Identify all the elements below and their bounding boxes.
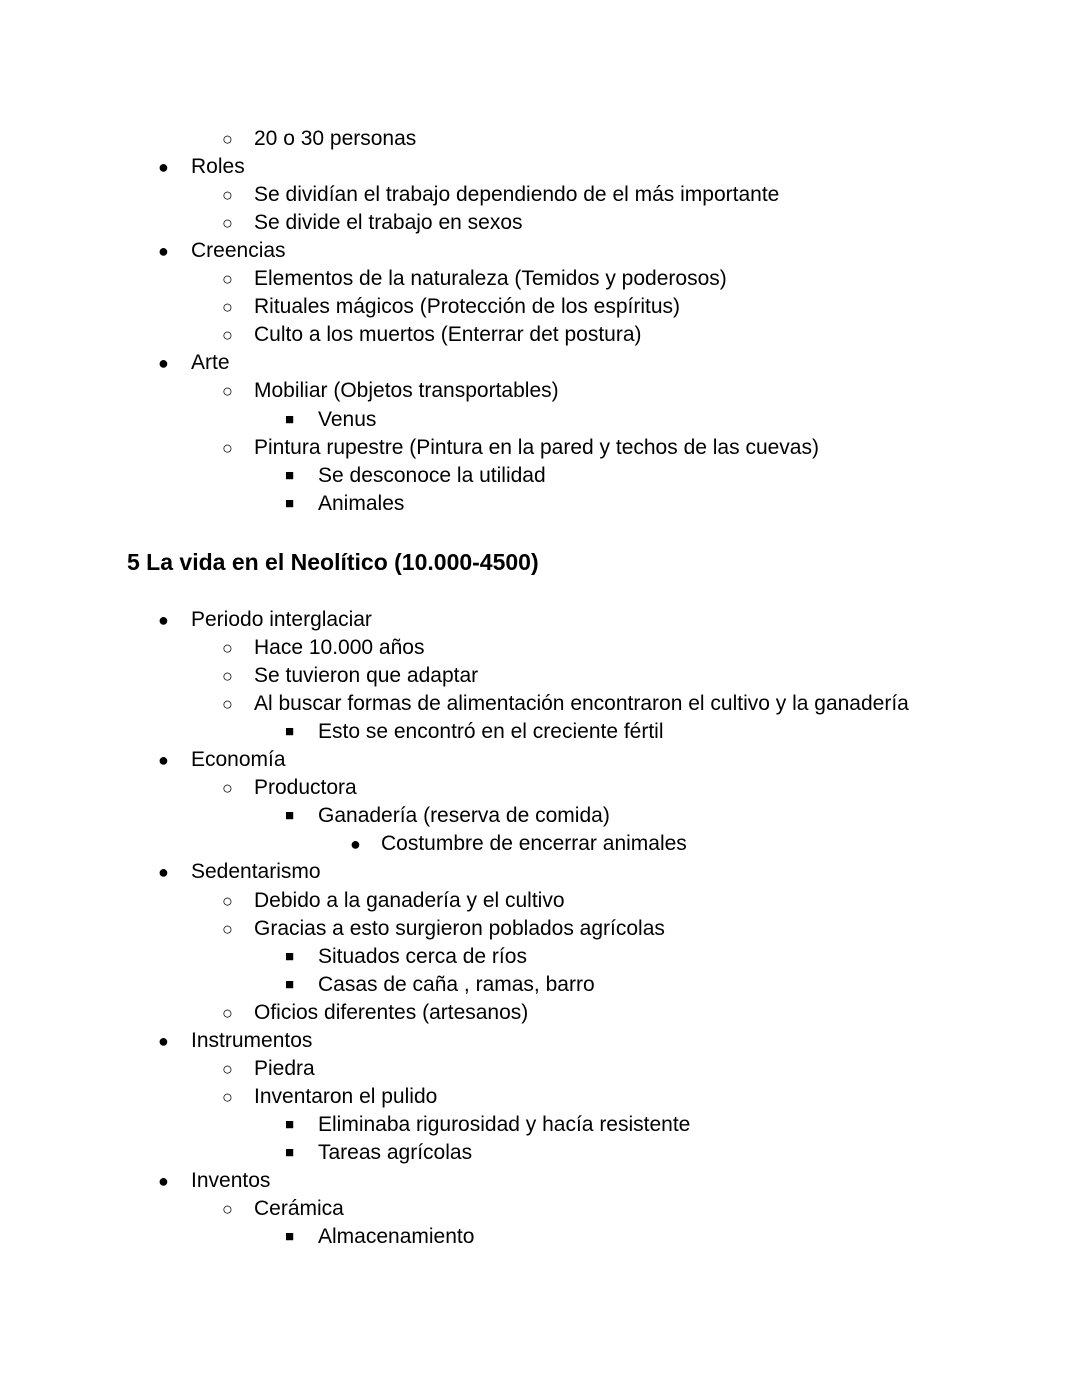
list-item-text: Se divide el trabajo en sexos: [254, 211, 523, 235]
list-item-text: Arte: [191, 351, 230, 375]
bullet-icon: ■: [285, 466, 295, 484]
list-item-text: Ganadería (reserva de comida): [318, 804, 610, 828]
bullet-icon: ■: [285, 723, 295, 741]
bullet-icon: ●: [158, 241, 169, 262]
list-item-text: Rituales mágicos (Protección de los espíritus): [254, 295, 681, 319]
list-item-text: Al buscar formas de alimentación encontraron el cultivo y la ganadería: [254, 692, 909, 716]
bullet-icon: ■: [285, 1228, 295, 1246]
bullet-icon: ●: [350, 834, 361, 855]
bullet-icon: ■: [285, 975, 295, 993]
bullet-icon: ○: [222, 325, 233, 346]
list-item-text: Situados cerca de ríos: [318, 944, 527, 968]
bullet-icon: ○: [222, 185, 233, 206]
bullet-icon: ●: [158, 1030, 169, 1051]
bullet-icon: ●: [158, 610, 169, 630]
list-item-text: Inventos: [191, 1169, 271, 1192]
bullet-icon: ■: [285, 1115, 295, 1133]
bullet-icon: ○: [222, 1199, 233, 1220]
list-item-text: Costumbre de encerrar animales: [381, 832, 687, 856]
list-item-text: Mobiliar (Objetos transportables): [254, 379, 559, 403]
bullet-icon: ○: [222, 297, 233, 318]
section-heading: 5 La vida en el Neolítico (10.000-4500): [127, 549, 539, 575]
bullet-icon: ○: [222, 1058, 233, 1079]
bullet-icon: ■: [285, 410, 295, 428]
bullet-icon: ●: [158, 862, 169, 883]
bullet-icon: ●: [158, 1171, 169, 1191]
list-item-text: Gracias a esto surgieron poblados agrícolas: [254, 916, 665, 940]
list-item-text: Cerámica: [254, 1197, 344, 1221]
bullet-icon: ●: [158, 157, 169, 178]
bullet-icon: ●: [158, 353, 169, 374]
bullet-icon: ○: [222, 1086, 233, 1107]
bullet-icon: ○: [222, 638, 233, 659]
list-item-text: Pintura rupestre (Pintura en la pared y techos de las cuevas): [254, 435, 819, 459]
bullet-icon: ○: [222, 666, 233, 687]
bullet-icon: ○: [222, 1002, 233, 1023]
list-item-text: Piedra: [254, 1056, 315, 1080]
list-item-text: Oficios diferentes (artesanos): [254, 1000, 529, 1024]
list-item-text: Se desconoce la utilidad: [318, 463, 546, 487]
bullet-icon: ○: [222, 269, 233, 290]
list-item-text: Se dividían el trabajo dependiendo de el más importante: [254, 183, 780, 207]
list-item-text: Inventaron el pulido: [254, 1084, 438, 1108]
bullet-icon: ○: [222, 890, 233, 911]
list-item-text: Animales: [318, 491, 405, 515]
list-item-text: Economía: [191, 748, 286, 772]
bullet-icon: ○: [222, 694, 233, 715]
bullet-icon: ○: [222, 778, 233, 799]
bullet-icon: ○: [222, 437, 233, 458]
bullet-icon: ○: [222, 381, 233, 402]
bullet-icon: ●: [158, 750, 169, 771]
list-item-text: Hace 10.000 años: [254, 636, 425, 660]
bullet-icon: ○: [222, 213, 233, 234]
list-item-text: Se tuvieron que adaptar: [254, 664, 479, 688]
bullet-icon: ■: [285, 1143, 295, 1161]
bullet-icon: ■: [285, 494, 295, 512]
list-item-text: Debido a la ganadería y el cultivo: [254, 888, 565, 912]
list-item-text: Productora: [254, 776, 357, 800]
list-item-text: Periodo interglaciar: [191, 608, 372, 631]
list-item-text: Creencias: [191, 239, 286, 263]
list-item-text: Casas de caña , ramas, barro: [318, 972, 595, 996]
bullet-icon: ■: [285, 807, 295, 825]
list-item-text: Elementos de la naturaleza (Temidos y poderosos): [254, 267, 727, 291]
list-item-text: Sedentarismo: [191, 860, 321, 884]
bullet-icon: ○: [222, 129, 233, 149]
list-item-text: Instrumentos: [191, 1028, 313, 1052]
list-item-text: 20 o 30 personas: [254, 127, 417, 150]
list-item-text: Esto se encontró en el creciente fértil: [318, 720, 664, 744]
list-item-text: Eliminaba rigurosidad y hacía resistente: [318, 1112, 691, 1136]
list-item-text: Tareas agrícolas: [318, 1140, 473, 1164]
bullet-icon: ■: [285, 947, 295, 965]
bullet-icon: ○: [222, 918, 233, 939]
list-item-text: Roles: [191, 155, 245, 179]
list-item-text: Culto a los muertos (Enterrar det postura): [254, 323, 642, 347]
list-item-text: Venus: [318, 407, 377, 431]
list-item-text: Almacenamiento: [318, 1225, 475, 1249]
